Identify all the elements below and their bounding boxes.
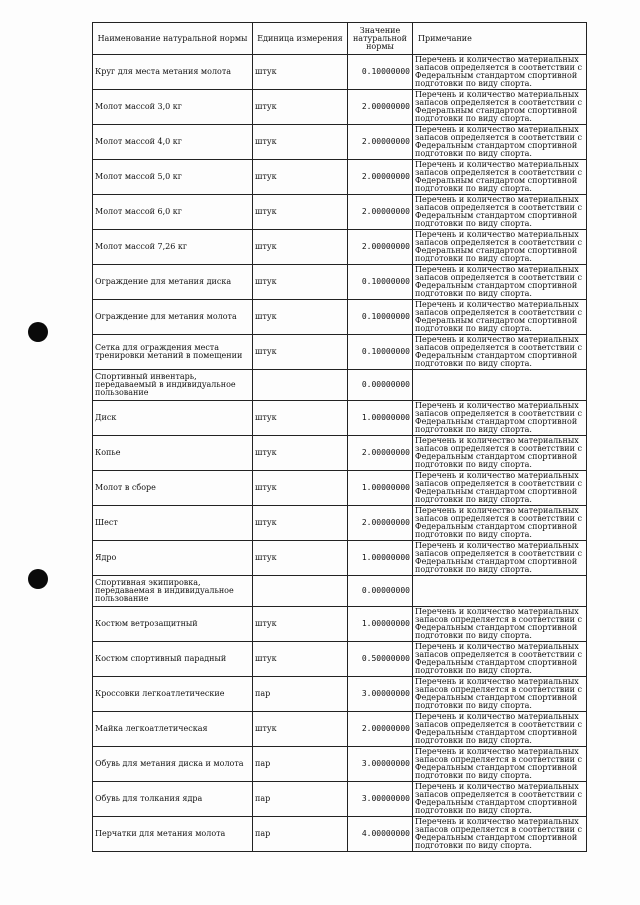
name-cell: Молот массой 5,0 кг <box>93 160 253 195</box>
table-row <box>93 195 587 230</box>
table-row <box>93 471 587 506</box>
value-cell: 0.10000000 <box>348 300 413 335</box>
unit-cell: штук <box>253 265 348 300</box>
table-row <box>93 230 587 265</box>
table-row <box>93 265 587 300</box>
unit-cell: штук <box>253 55 348 90</box>
note-cell: Перечень и количество материальных запасов определяется в соответствии с Федеральным стандартом спортивной подготовки по виду спорта. <box>413 335 587 370</box>
value-cell: 2.00000000 <box>348 160 413 195</box>
name-cell: Костюм ветрозащитный <box>93 607 253 642</box>
name-cell: Круг для места метания молота <box>93 55 253 90</box>
name-cell: Кроссовки легкоатлетические <box>93 677 253 712</box>
table-row <box>93 335 587 370</box>
table-row <box>93 300 587 335</box>
name-cell: Копье <box>93 436 253 471</box>
table-header-row <box>93 23 587 55</box>
value-cell: 0.10000000 <box>348 55 413 90</box>
name-cell: Шест <box>93 506 253 541</box>
note-cell: Перечень и количество материальных запасов определяется в соответствии с Федеральным стандартом спортивной подготовки по виду спорта. <box>413 160 587 195</box>
table-row <box>93 90 587 125</box>
note-cell: Перечень и количество материальных запасов определяется в соответствии с Федеральным стандартом спортивной подготовки по виду спорта. <box>413 817 587 852</box>
name-cell: Молот массой 7,26 кг <box>93 230 253 265</box>
header-name: Наименование натуральной нормы <box>93 23 253 55</box>
name-cell: Молот массой 3,0 кг <box>93 90 253 125</box>
unit-cell: штук <box>253 506 348 541</box>
note-cell: Перечень и количество материальных запасов определяется в соответствии с Федеральным стандартом спортивной подготовки по виду спорта. <box>413 712 587 747</box>
unit-cell: штук <box>253 125 348 160</box>
value-cell: 2.00000000 <box>348 90 413 125</box>
unit-cell: штук <box>253 160 348 195</box>
value-cell: 3.00000000 <box>348 677 413 712</box>
table-row <box>93 125 587 160</box>
unit-cell: штук <box>253 300 348 335</box>
table-row <box>93 160 587 195</box>
table-row <box>93 370 587 401</box>
name-cell: Диск <box>93 401 253 436</box>
note-cell: Перечень и количество материальных запасов определяется в соответствии с Федеральным стандартом спортивной подготовки по виду спорта. <box>413 230 587 265</box>
unit-cell: штук <box>253 541 348 576</box>
value-cell: 0.50000000 <box>348 642 413 677</box>
table-row <box>93 401 587 436</box>
note-cell <box>413 370 587 401</box>
note-cell: Перечень и количество материальных запасов определяется в соответствии с Федеральным стандартом спортивной подготовки по виду спорта. <box>413 125 587 160</box>
name-cell: Перчатки для метания молота <box>93 817 253 852</box>
value-cell: 3.00000000 <box>348 782 413 817</box>
table-row <box>93 55 587 90</box>
table-row <box>93 541 587 576</box>
note-cell: Перечень и количество материальных запасов определяется в соответствии с Федеральным стандартом спортивной подготовки по виду спорта. <box>413 607 587 642</box>
unit-cell: штук <box>253 401 348 436</box>
note-cell: Перечень и количество материальных запасов определяется в соответствии с Федеральным стандартом спортивной подготовки по виду спорта. <box>413 747 587 782</box>
value-cell: 2.00000000 <box>348 436 413 471</box>
name-cell: Ограждение для метания диска <box>93 265 253 300</box>
note-cell: Перечень и количество материальных запасов определяется в соответствии с Федеральным стандартом спортивной подготовки по виду спорта. <box>413 541 587 576</box>
unit-cell: пар <box>253 677 348 712</box>
note-cell: Перечень и количество материальных запасов определяется в соответствии с Федеральным стандартом спортивной подготовки по виду спорта. <box>413 677 587 712</box>
value-cell: 3.00000000 <box>348 747 413 782</box>
note-cell: Перечень и количество материальных запасов определяется в соответствии с Федеральным стандартом спортивной подготовки по виду спорта. <box>413 782 587 817</box>
unit-cell: штук <box>253 230 348 265</box>
value-cell: 2.00000000 <box>348 506 413 541</box>
name-cell: Ядро <box>93 541 253 576</box>
value-cell: 2.00000000 <box>348 125 413 160</box>
value-cell: 0.10000000 <box>348 265 413 300</box>
table-row <box>93 782 587 817</box>
header-value: Значение натуральной нормы <box>348 23 413 55</box>
table-row <box>93 677 587 712</box>
table-row <box>93 506 587 541</box>
name-cell: Спортивный инвентарь, передаваемый в индивидуальное пользование <box>93 370 253 401</box>
table-row <box>93 642 587 677</box>
value-cell: 2.00000000 <box>348 230 413 265</box>
table-body <box>93 55 587 852</box>
name-cell: Молот в сборе <box>93 471 253 506</box>
note-cell: Перечень и количество материальных запасов определяется в соответствии с Федеральным стандартом спортивной подготовки по виду спорта. <box>413 506 587 541</box>
unit-cell: штук <box>253 642 348 677</box>
note-cell: Перечень и количество материальных запасов определяется в соответствии с Федеральным стандартом спортивной подготовки по виду спорта. <box>413 436 587 471</box>
table-row <box>93 747 587 782</box>
unit-cell: штук <box>253 607 348 642</box>
value-cell: 1.00000000 <box>348 541 413 576</box>
unit-cell: штук <box>253 436 348 471</box>
name-cell: Молот массой 6,0 кг <box>93 195 253 230</box>
value-cell: 1.00000000 <box>348 471 413 506</box>
value-cell: 2.00000000 <box>348 195 413 230</box>
value-cell: 4.00000000 <box>348 817 413 852</box>
header-note: Примечание <box>413 23 587 55</box>
name-cell: Сетка для ограждения места тренировки метаний в помещении <box>93 335 253 370</box>
name-cell: Спортивная экипировка, передаваемая в индивидуальное пользование <box>93 576 253 607</box>
name-cell: Обувь для толкания ядра <box>93 782 253 817</box>
name-cell: Ограждение для метания молота <box>93 300 253 335</box>
value-cell: 0.10000000 <box>348 335 413 370</box>
note-cell: Перечень и количество материальных запасов определяется в соответствии с Федеральным стандартом спортивной подготовки по виду спорта. <box>413 55 587 90</box>
unit-cell: пар <box>253 817 348 852</box>
unit-cell: штук <box>253 195 348 230</box>
note-cell <box>413 576 587 607</box>
value-cell: 2.00000000 <box>348 712 413 747</box>
unit-cell <box>253 370 348 401</box>
table-row <box>93 436 587 471</box>
note-cell: Перечень и количество материальных запасов определяется в соответствии с Федеральным стандартом спортивной подготовки по виду спорта. <box>413 401 587 436</box>
unit-cell: штук <box>253 335 348 370</box>
table-row <box>93 712 587 747</box>
name-cell: Майка легкоатлетическая <box>93 712 253 747</box>
note-cell: Перечень и количество материальных запасов определяется в соответствии с Федеральным стандартом спортивной подготовки по виду спорта. <box>413 300 587 335</box>
value-cell: 0.00000000 <box>348 576 413 607</box>
unit-cell: пар <box>253 782 348 817</box>
note-cell: Перечень и количество материальных запасов определяется в соответствии с Федеральным стандартом спортивной подготовки по виду спорта. <box>413 195 587 230</box>
name-cell: Обувь для метания диска и молота <box>93 747 253 782</box>
note-cell: Перечень и количество материальных запасов определяется в соответствии с Федеральным стандартом спортивной подготовки по виду спорта. <box>413 90 587 125</box>
name-cell: Костюм спортивный парадный <box>93 642 253 677</box>
table-row <box>93 576 587 607</box>
note-cell: Перечень и количество материальных запасов определяется в соответствии с Федеральным стандартом спортивной подготовки по виду спорта. <box>413 265 587 300</box>
value-cell: 1.00000000 <box>348 607 413 642</box>
punch-hole-mark <box>28 569 48 589</box>
unit-cell: штук <box>253 90 348 125</box>
unit-cell <box>253 576 348 607</box>
natural-norms-table <box>92 22 587 852</box>
unit-cell: пар <box>253 747 348 782</box>
unit-cell: штук <box>253 712 348 747</box>
value-cell: 0.00000000 <box>348 370 413 401</box>
note-cell: Перечень и количество материальных запасов определяется в соответствии с Федеральным стандартом спортивной подготовки по виду спорта. <box>413 642 587 677</box>
punch-hole-mark <box>28 322 48 342</box>
value-cell: 1.00000000 <box>348 401 413 436</box>
unit-cell: штук <box>253 471 348 506</box>
table-row <box>93 607 587 642</box>
header-unit: Единица измерения <box>253 23 348 55</box>
note-cell: Перечень и количество материальных запасов определяется в соответствии с Федеральным стандартом спортивной подготовки по виду спорта. <box>413 471 587 506</box>
name-cell: Молот массой 4,0 кг <box>93 125 253 160</box>
table-row <box>93 817 587 852</box>
